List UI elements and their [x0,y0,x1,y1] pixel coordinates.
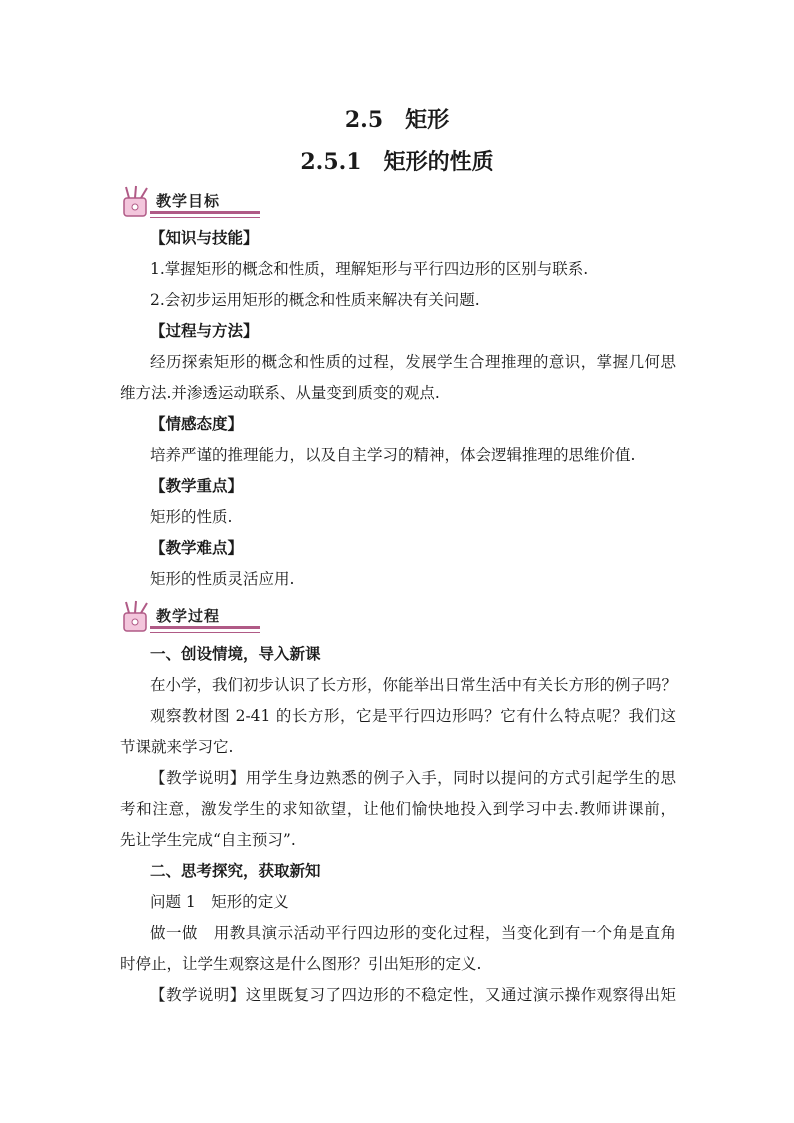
banner-rule-thin [150,217,260,218]
banner-rule [150,211,260,214]
banner-label: 教学过程 [156,607,221,625]
banner-rule-thin [150,632,260,633]
text-line: 一、创设情境，导入新课 [150,644,321,663]
text-line: 节课就来学习它. [120,738,234,756]
text-line: 【教学重点】 [150,476,244,495]
text-line: 【情感态度】 [150,414,244,433]
banner-rule [150,626,260,629]
text-line: 【教学说明】用学生身边熟悉的例子入手，同时以提问的方式引起学生的思 [150,769,676,787]
text-line: 问题 1 矩形的定义 [150,893,289,911]
subsection-title: 2.5.1 矩形的性质 [300,149,494,175]
text-line: 先让学生完成“自主预习”. [120,831,296,849]
banner-teaching-process [120,599,260,635]
text-line: 2.会初步运用矩形的概念和性质来解决有关问题. [150,291,480,309]
banner-label: 教学目标 [156,192,221,210]
text-line: 在小学，我们初步认识了长方形，你能举出日常生活中有关长方形的例子吗？ [150,676,678,694]
text-line: 观察教材图 2-41 的长方形，它是平行四边形吗？它有什么特点呢？我们这 [150,707,676,725]
pencil-cup-icon [120,184,156,220]
text-line: 培养严谨的推理能力，以及自主学习的精神，体会逻辑推理的思维价值. [150,446,636,464]
text-line: 矩形的性质灵活应用. [150,570,295,588]
banner-teaching-goals [120,184,260,220]
text-line: 做一做 用教具演示活动平行四边形的变化过程，当变化到有一个角是直角 [150,924,676,942]
text-line: 矩形的性质. [150,508,233,526]
text-line: 【知识与技能】 [150,228,259,247]
text-line: 经历探索矩形的概念和性质的过程，发展学生合理推理的意识，掌握几何思 [150,353,676,371]
text-line: 考和注意，激发学生的求知欲望，让他们愉快地投入到学习中去.教师讲课前， [120,800,676,818]
section-title: 2.5 矩形 [344,107,450,133]
text-line: 1.掌握矩形的概念和性质，理解矩形与平行四边形的区别与联系. [150,260,589,278]
text-line: 二、思考探究，获取新知 [150,861,321,880]
text-line: 时停止，让学生观察这是什么图形？引出矩形的定义. [120,955,482,973]
text-line: 【教学说明】这里既复习了四边形的不稳定性，又通过演示操作观察得出矩 [150,986,676,1004]
pencil-cup-icon [120,599,156,635]
text-line: 【教学难点】 [150,538,244,557]
text-line: 【过程与方法】 [150,321,259,340]
text-line: 维方法.并渗透运动联系、从量变到质变的观点. [120,384,440,402]
